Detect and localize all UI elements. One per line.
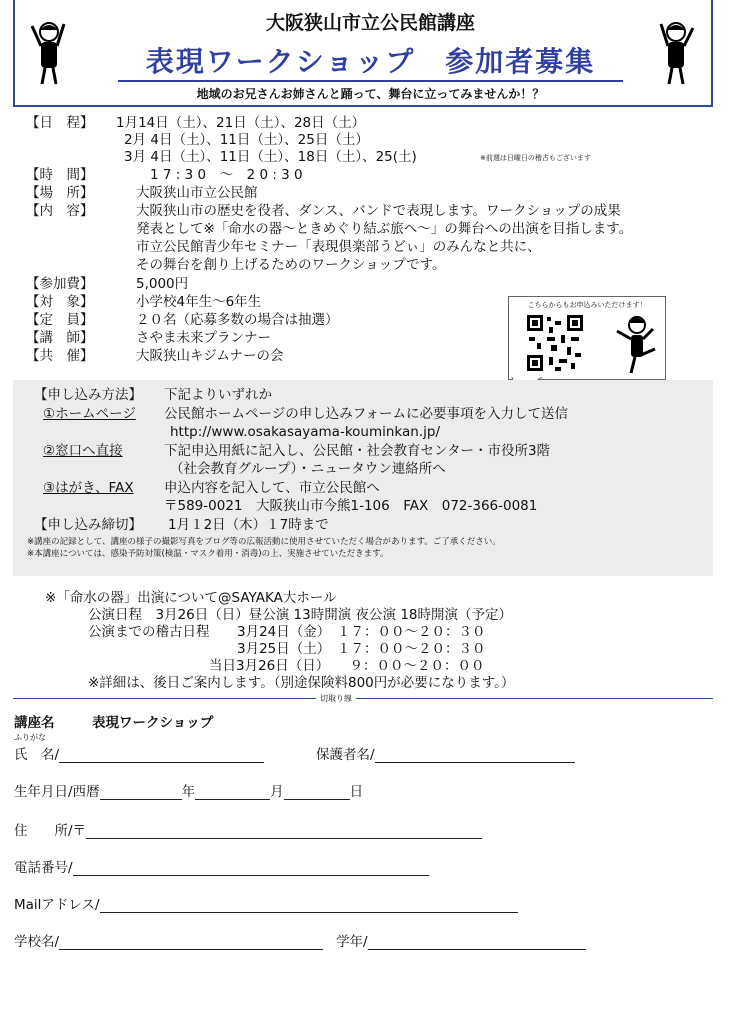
cut-line [13, 698, 713, 699]
course-value: 表現ワークショップ [92, 715, 214, 731]
rehearsal-3: 当日3月26日（日） ９：００～２０：００ [209, 658, 485, 674]
furigana-label: ふりがな [14, 733, 46, 742]
schedule-note: ※前週は日曜日の稽古もございます [480, 154, 591, 162]
performance-section [0, 590, 741, 690]
target-label: 【対 象】 [26, 294, 94, 310]
name-field[interactable] [59, 748, 264, 763]
method-value: 下記よりいずれか [164, 387, 272, 403]
content-label: 【内 容】 [26, 203, 94, 219]
method-label: 【申し込み方法】 [34, 387, 142, 403]
deadline-label: 【申し込み締切】 [34, 517, 142, 533]
school-label: 学校名/ [14, 934, 60, 950]
school-row [14, 930, 323, 950]
address-row [14, 819, 482, 839]
qr-callout [508, 296, 666, 380]
fax-text-2: 〒589-0021 大阪狭山市今熊1-106 FAX 072-366-0081 [164, 498, 538, 514]
title-underline [118, 80, 623, 82]
fax-text-1: 申込内容を記入して、市立公民館へ [164, 480, 380, 496]
address-field[interactable] [86, 824, 482, 839]
month-label: 月 [270, 784, 284, 800]
birth-label: 生年月日/西暦 [14, 784, 100, 800]
phone-field[interactable] [73, 861, 429, 876]
content-line-3: 市立公民館青少年セミナー「表現倶楽部うどぃ」のみんなと共に、 [136, 239, 541, 255]
qr-code-icon[interactable] [525, 313, 585, 373]
fee-value: 5,000円 [136, 276, 189, 292]
performance-note: ※詳細は、後日ご案内します。（別途保険料800円が必要になります。） [88, 675, 515, 691]
fee-label: 【参加費】 [26, 276, 94, 292]
place-label: 【場 所】 [26, 185, 94, 201]
guardian-label: 保護者名/ [316, 747, 375, 763]
address-label: 住 所/〒 [14, 823, 87, 839]
instructor-label: 【講 師】 [26, 330, 94, 346]
name-row [14, 743, 264, 763]
schedule-line-3: 3月 4日（土）、11日（土）、18日（土）、25(土) [124, 149, 417, 165]
qr-caption: こちらからもお申込みいただけます！ [527, 301, 647, 309]
counter-option[interactable]: ②窓口へ直接 [43, 443, 123, 459]
tagline: 地域のお兄さんお姉さんと踊って、舞台に立ってみませんか！？ [196, 87, 545, 101]
rehearsal-2: 3月25日（土） １７：００～２０：３０ [237, 641, 486, 657]
guardian-row [316, 743, 575, 763]
schedule-line-2: 2月 4日（土）、11日（土）、25日（土） [124, 132, 369, 148]
mail-label: Mailアドレス/ [14, 897, 100, 913]
grade-row [336, 930, 586, 950]
homepage-option[interactable]: ①ホームページ [43, 406, 136, 422]
content-line-2: 発表として※「命水の器～ときめぐり結ぶ旅へ～」の舞台への出演を目指します。 [136, 221, 633, 237]
rehearsal-label: 公演までの稽古日程 [88, 624, 210, 640]
birthdate-row [14, 780, 363, 800]
fax-option[interactable]: ③はがき、FAX [43, 480, 134, 496]
place-value: 大阪狭山市立公民館 [136, 185, 258, 201]
note-infection: ※本講座については、感染予防対策(検温・マスク着用・消毒)の上、実施させていただきます。 [27, 549, 389, 559]
grade-field[interactable] [368, 935, 586, 950]
mail-field[interactable] [100, 898, 518, 913]
counter-text-2: （社会教育グループ）・ニュータウン連絡所へ [170, 461, 446, 477]
application-box [13, 380, 713, 576]
homepage-text: 公民館ホームページの申し込みフォームに必要事項を入力して送信 [164, 406, 569, 422]
sponsor-value: 大阪狭山キジムナーの会 [136, 348, 284, 364]
deadline-value: 1月１2日（木）１7時まで [168, 517, 329, 533]
grade-label: 学年/ [336, 934, 368, 950]
mail-row [14, 893, 518, 913]
content-line-4: その舞台を創り上げるためのワークショップです。 [136, 257, 446, 273]
cut-line-label: 切取り線 [316, 693, 356, 704]
rehearsal-1: 3月24日（金） １７：００～２０：３０ [237, 624, 486, 640]
year-label: 年 [181, 784, 196, 800]
guardian-field[interactable] [375, 748, 575, 763]
sponsor-label: 【共 催】 [26, 348, 94, 364]
school-field[interactable] [59, 935, 323, 950]
page-title: 表現ワークショップ 参加者募集 [145, 45, 596, 78]
schedule-label: 【日 程】 [26, 115, 94, 131]
counter-text-1: 下記申込用紙に記入し、公民館・社会教育センター・市役所3階 [164, 443, 551, 459]
target-value: 小学校4年生～6年生 [136, 294, 262, 310]
performance-heading: ※「命水の器」出演について@SAYAKA大ホール [45, 590, 337, 606]
birth-day-field[interactable] [284, 785, 350, 800]
course-label: 講座名 [14, 715, 55, 731]
content-line-1: 大阪狭山市の歴史を役者、ダンス、バンドで表現します。ワークショップの成果 [136, 203, 621, 219]
phone-label: 電話番号/ [14, 860, 73, 876]
performance-dates: 公演日程 3月26日（日）昼公演 13時開演 夜公演 18時開演（予定） [88, 607, 512, 623]
instructor-value: さやま未来プランナー [136, 330, 271, 346]
name-label: 氏 名/ [14, 747, 60, 763]
time-label: 【時 間】 [26, 167, 94, 183]
schedule-line-1: 1月14日（土）、21日（土）、28日（土） [116, 115, 366, 131]
birth-year-field[interactable] [100, 785, 182, 800]
organizer-title: 大阪狭山市立公民館講座 [265, 12, 475, 34]
kicking-person-icon [609, 313, 659, 375]
capacity-label: 【定 員】 [26, 312, 94, 328]
capacity-value: ２０名（応募多数の場合は抽選） [136, 312, 339, 328]
phone-row [14, 856, 429, 876]
day-label: 日 [349, 784, 364, 800]
note-photo: ※講座の記録として、講座の様子の撮影写真をブログ等の広報活動に使用させていただく場合があります。ご了承ください。 [27, 537, 501, 547]
time-value: 1 7 : 3 0 ～ 2 0 : 3 0 [150, 167, 303, 183]
birth-month-field[interactable] [195, 785, 270, 800]
homepage-url[interactable]: http://www.osakasayama-kouminkan.jp/ [170, 424, 440, 440]
